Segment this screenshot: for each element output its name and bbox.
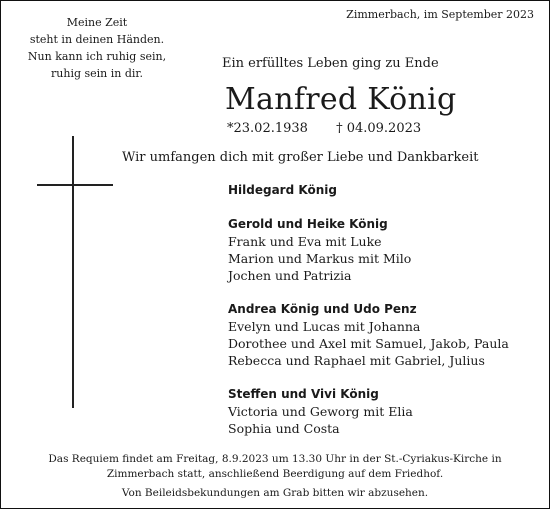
mourner-line: Jochen und Patrizia bbox=[228, 268, 352, 283]
verse-line: ruhig sein in dir. bbox=[51, 67, 143, 80]
life-dates bbox=[227, 121, 421, 136]
place-date: Zimmerbach, im September 2023 bbox=[346, 8, 534, 21]
service-notice-line: Zimmerbach statt, anschließend Beerdigung auf dem Friedhof. bbox=[106, 468, 444, 480]
mourner-line: Victoria und Geworg mit Elia bbox=[228, 404, 413, 419]
birth-date: *23.02.1938 bbox=[227, 121, 308, 136]
deceased-name: Manfred König bbox=[225, 82, 457, 117]
mourner-group-head: Hildegard König bbox=[228, 183, 337, 197]
cross-icon bbox=[72, 136, 74, 408]
mourner-group bbox=[228, 216, 509, 284]
intro-line: Ein erfülltes Leben ging zu Ende bbox=[222, 56, 439, 71]
mourner-group-head: Gerold und Heike König bbox=[228, 217, 388, 231]
verse bbox=[12, 14, 182, 82]
mourner-line: Sophia und Costa bbox=[228, 421, 340, 436]
mourner-group-head: Andrea König und Udo Penz bbox=[228, 302, 417, 316]
verse-line: steht in deinen Händen. bbox=[29, 33, 165, 46]
mourner-group-head: Steffen und Vivi König bbox=[228, 387, 379, 401]
mourner-group bbox=[228, 386, 509, 437]
verse-line: Nun kann ich ruhig sein, bbox=[27, 50, 167, 63]
mourner-line: Frank und Eva mit Luke bbox=[228, 234, 382, 249]
mourners-list bbox=[228, 182, 509, 454]
death-date: † 04.09.2023 bbox=[336, 121, 422, 136]
cross-icon-bar bbox=[37, 184, 113, 186]
mourner-line: Rebecca und Raphael mit Gabriel, Julius bbox=[228, 353, 485, 368]
service-notice bbox=[40, 452, 510, 482]
mourner-group bbox=[228, 182, 509, 199]
mourner-line: Evelyn und Lucas mit Johanna bbox=[228, 319, 421, 334]
mourner-line: Dorothee und Axel mit Samuel, Jakob, Paula bbox=[228, 336, 509, 351]
mourner-line: Marion und Markus mit Milo bbox=[228, 251, 412, 266]
service-notice-line: Das Requiem findet am Freitag, 8.9.2023 um 13.30 Uhr in der St.-Cyriakus-Kirche in bbox=[48, 453, 502, 465]
verse-line: Meine Zeit bbox=[66, 16, 128, 29]
embrace-line: Wir umfangen dich mit großer Liebe und Dankbarkeit bbox=[122, 150, 479, 165]
mourner-group bbox=[228, 301, 509, 369]
closing-note: Von Beileidsbekundungen am Grab bitten wir abzusehen. bbox=[121, 487, 429, 499]
